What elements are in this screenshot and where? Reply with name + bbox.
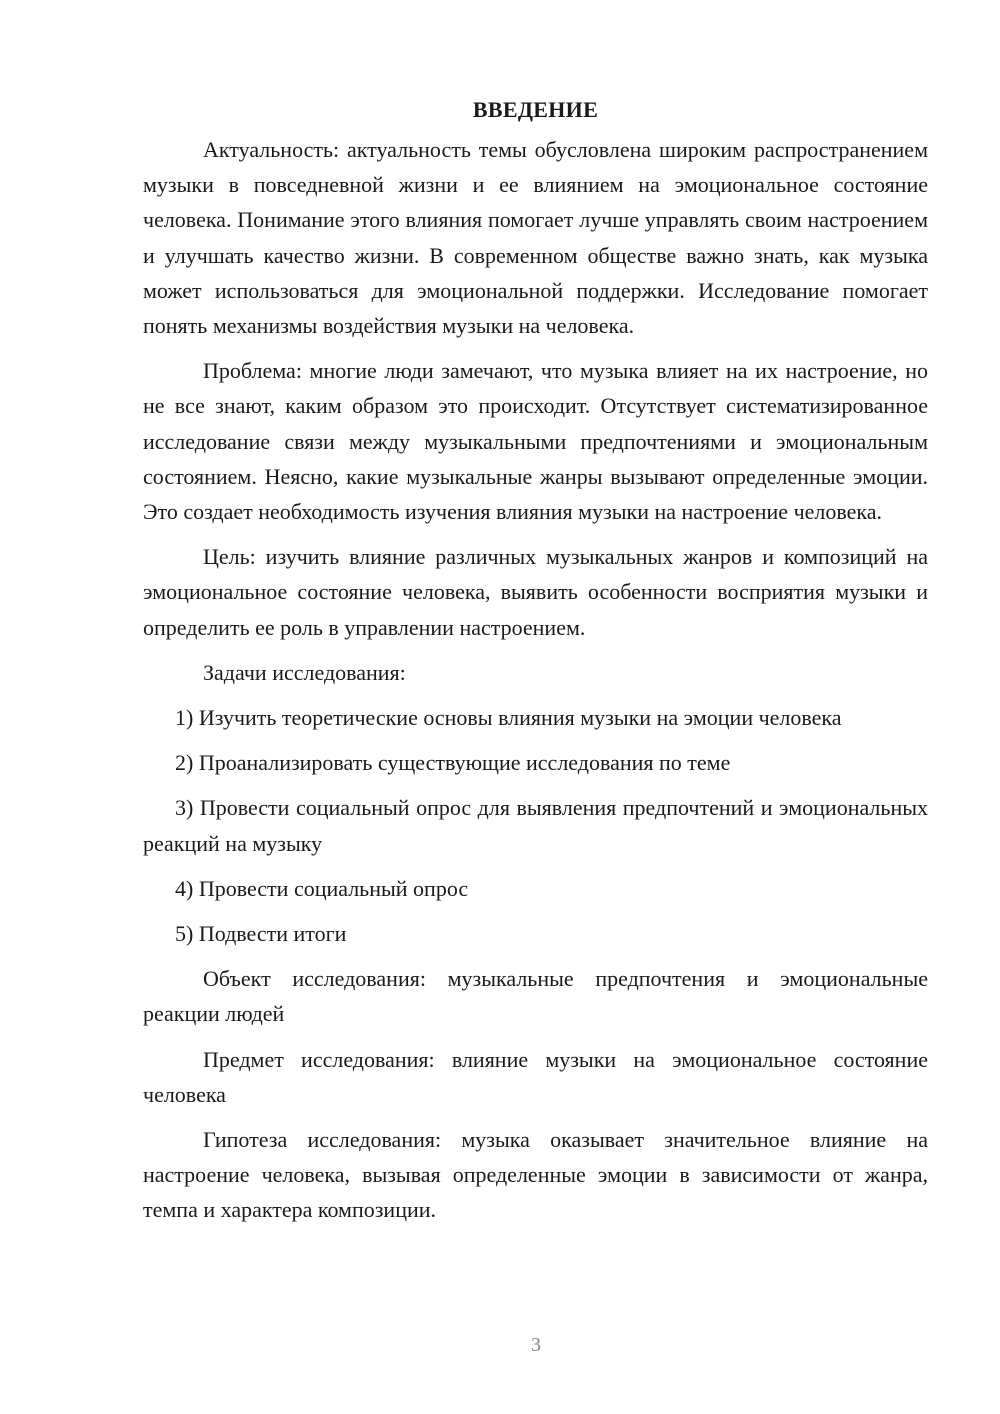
task-item-4: 4) Провести социальный опрос xyxy=(175,875,469,901)
task-item-1: 1) Изучить теоретические основы влияния музыки на эмоции человека xyxy=(175,705,842,731)
paragraph-problem: Проблема: многие люди замечают, что музыка влияет на их настроение, но не все знают, каким образом это происходит. Отсутствует систематизированное исследование связи между музыкальными предпочтениями и эмоциональным состоянием. Неясно, какие музыкальные жанры вызывают определенные эмоции. Это создает необходимость изучения влияния музыки на настроение человека. xyxy=(143,358,928,525)
task-item-5: 5) Подвести итоги xyxy=(175,921,347,947)
paragraph-relevance: Актуальность: актуальность темы обусловлена широким распространением музыки в повседневной жизни и ее влиянием на эмоциональное состояние человека. Понимание этого влияния помогает лучше управлять своим настроением и улучшать качество жизни. В современном обществе важно знать, как музыка может использоваться для эмоциональной поддержки. Исследование помогает понять механизмы воздействия музыки на человека. xyxy=(143,137,928,339)
paragraph-hypothesis: Гипотеза исследования: музыка оказывает значительное влияние на настроение человека, вызывая определенные эмоции в зависимости от жанра, темпа и характера композиции. xyxy=(143,1127,928,1223)
paragraph-goal: Цель: изучить влияние различных музыкальных жанров и композиций на эмоциональное состояние человека, выявить особенности восприятия музыки и определить ее роль в управлении настроением. xyxy=(143,544,928,640)
paragraph-tasks-heading: Задачи исследования: xyxy=(203,659,406,685)
task-item-2: 2) Проанализировать существующие исследования по теме xyxy=(175,750,731,776)
document-page xyxy=(143,92,928,1238)
page-title: ВВЕДЕНИЕ xyxy=(472,97,599,122)
task-item-3: 3) Провести социальный опрос для выявления предпочтений и эмоциональных реакций на музыку xyxy=(143,795,928,856)
paragraph-object: Объект исследования: музыкальные предпочтения и эмоциональные реакции людей xyxy=(143,966,928,1027)
paragraph-subject: Предмет исследования: влияние музыки на эмоциональное состояние человека xyxy=(143,1046,928,1107)
page-number: 3 xyxy=(531,1334,541,1356)
